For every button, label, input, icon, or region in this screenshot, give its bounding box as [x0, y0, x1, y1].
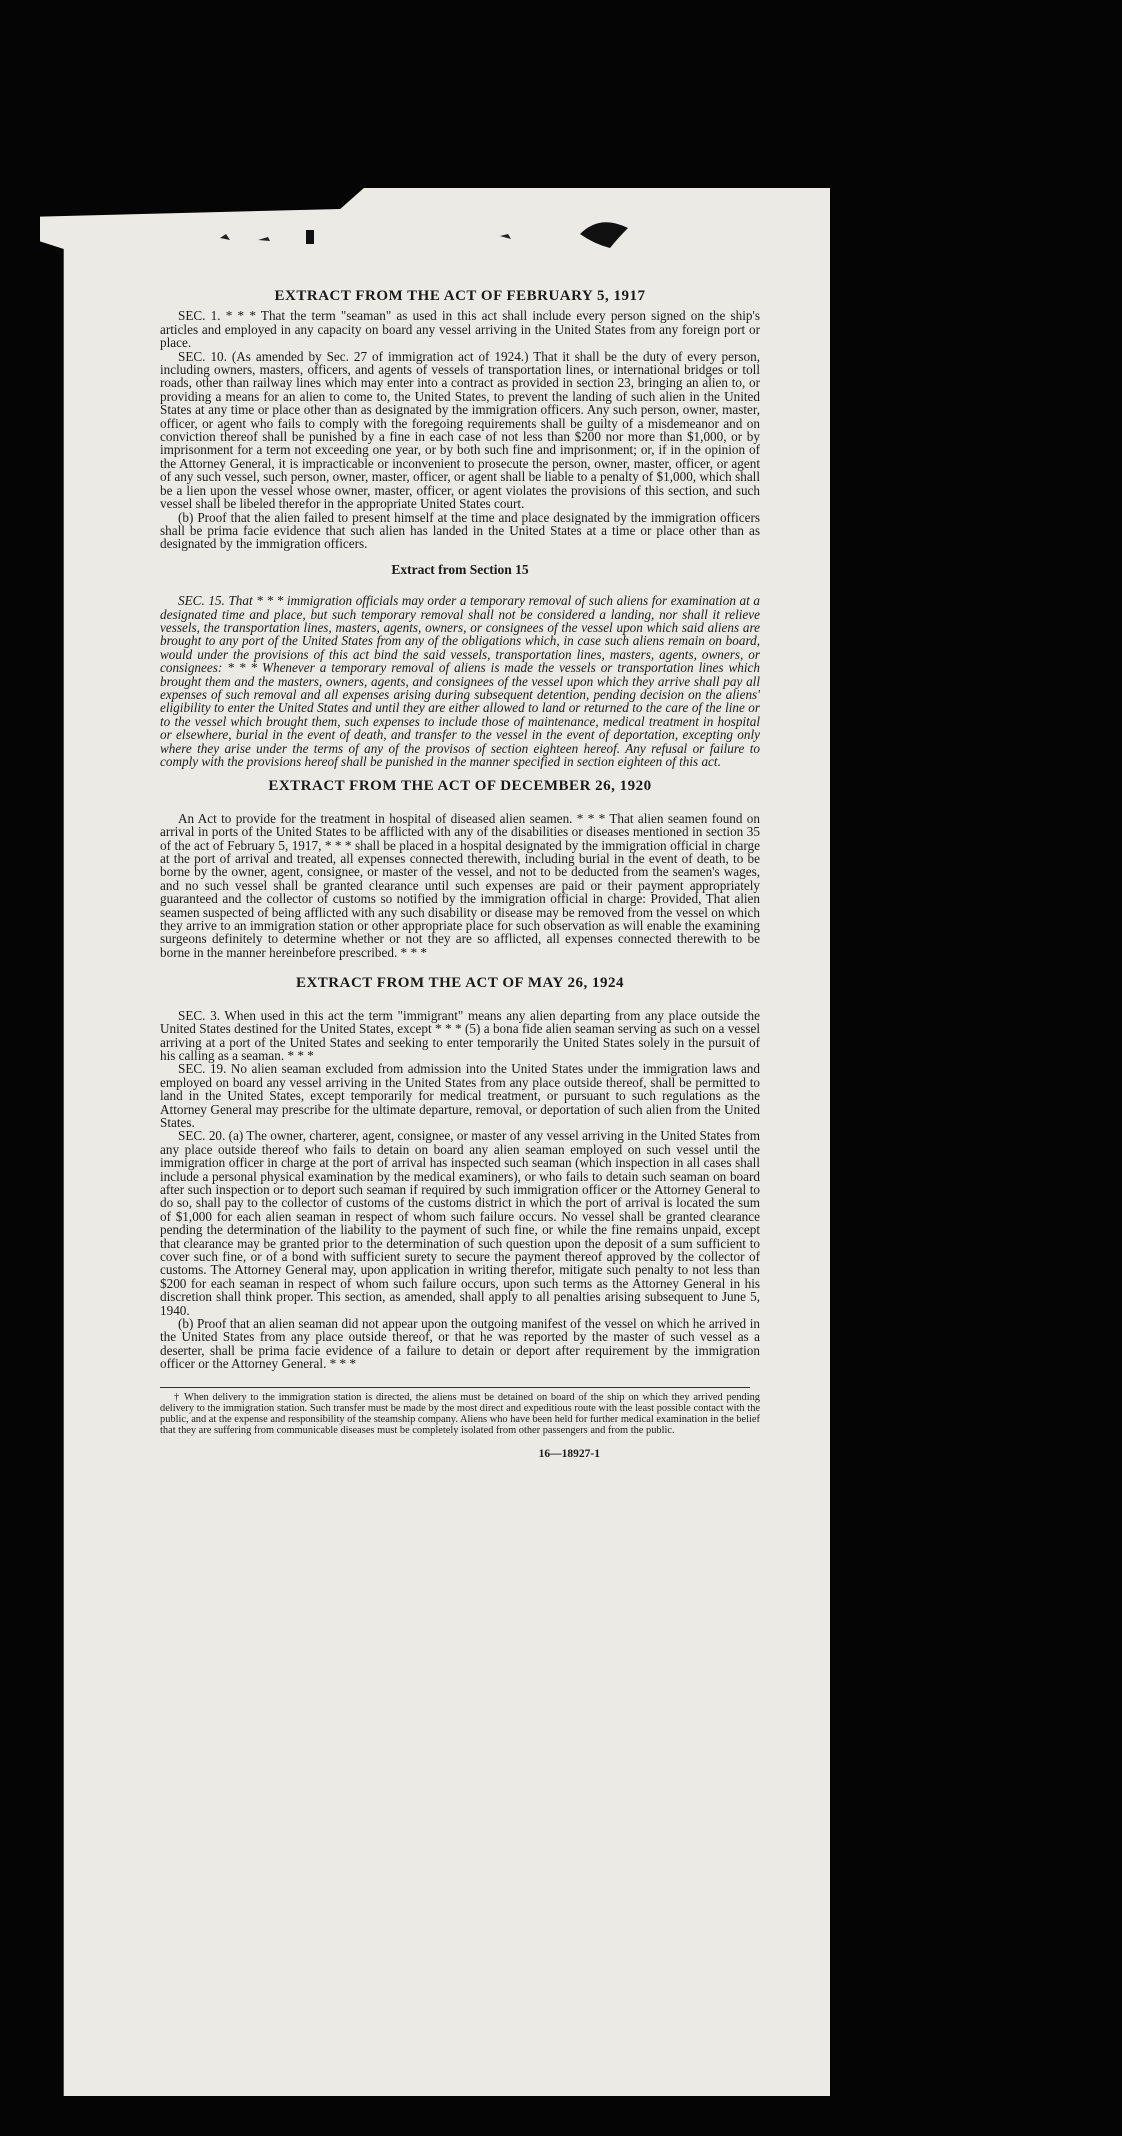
act-1920-paragraph: An Act to provide for the treatment in hospital of diseased alien seamen. * * * That alien seamen found on arrival in ports of the United States to be afflicted with any of the disabilities or diseases mentioned in section 35 of the act of February 5, 1917, * * * shall be placed in a hospital designated by the immigration official in charge at the port of arrival and treated, all expenses connected therewith, including burial in the event of death, to be borne by the owner, agent, consignee, or master of the vessel, and not to be deducted from the seamen's wages, and no such vessel shall be granted clearance until such expenses are paid or their payment appropriately guaranteed and the collector of customs so notified by the immigration official in charge: Provided, That alien seamen suspected of being afflicted with any such disability or disease may be removed from the vessel on which they arrive to an immigration station or other appropriate place for such observation as will enable the examining surgeons definitely to determine whether or not they are so afflicted, all expenses connected therewith to be borne in the manner hereinbefore prescribed. * * * — [160, 810, 760, 960]
torn-top-edge-marks — [200, 218, 690, 248]
sec-3-paragraph: SEC. 3. When used in this act the term "immigrant" means any alien departing from any place outside the United States destined for the United States, except * * * (5) a bona fide alien seaman serving as such on a vessel arriving at a port of the United States and seeking to enter temporarily the United States solely in the pursuit of his calling as a seaman. * * * — [160, 1007, 760, 1063]
footnote-divider — [160, 1387, 750, 1388]
sec-15-paragraph: SEC. 15. That * * * immigration officials may order a temporary removal of such aliens for examination at a designated time and place, but such temporary removal shall not be considered a landing, nor shall it relieve vessels, the transportation lines, masters, agents, owners, or consignees of the vessel upon which said aliens are brought to any port of the United States from any of the obligations which, in case such aliens remain on board, would under the provisions of this act bind the said vessels, transportation lines, masters, agents, owners, or consignees: * * * Whenever a temporary removal of aliens is made the vessels or transportation lines which brought them and the masters, owners, agents, and consignees of the vessel upon which they arrive shall pay all expenses of such removal and all expenses arising during subsequent detention, pending decision on the aliens' eligibility to enter the United States and until they are either allowed to land or returned to the care of the line or to the vessel which brought them, such expenses to include those of maintenance, medical treatment in hospital or elsewhere, burial in the event of death, and transfer to the vessel in the event of deportation, excepting only where they arise under the terms of any of the provisos of section eighteen hereof. Any refusal or failure to comply with the provisions hereof shall be punished in the manner specified in section eighteen of this act. — [160, 593, 760, 769]
section-15-heading: Extract from Section 15 — [391, 561, 529, 577]
act-1924-heading: EXTRACT FROM THE ACT OF MAY 26, 1924 — [295, 975, 625, 992]
act-1917-heading: EXTRACT FROM THE ACT OF FEBRUARY 5, 1917 — [274, 288, 646, 304]
sec-19-paragraph: SEC. 19. No alien seaman excluded from admission into the United States under the immigration laws and employed on board any vessel arriving in the United States from any place outside thereof, shall be permitted to land in the United States, except temporarily for medical treatment, or pursuant to such regulations as the Attorney General may prescribe for the ultimate departure, removal, or deportation of such alien from the United States. — [160, 1061, 760, 1130]
document-text — [160, 290, 760, 1461]
sec-20a-paragraph: SEC. 20. (a) The owner, charterer, agent, consignee, or master of any vessel arriving in the United States from any place outside thereof who fails to detain on board any alien seaman employed on such vessel until the immigration officer in charge at the port of arrival has inspected such seaman (which inspection in all cases shall include a personal physical examination by the medical examiners), or who fails to detain such seaman on board after such inspection or to deport such seaman if required by such immigration officer or the Attorney General to do so, shall pay to the collector of customs of the customs district in which the port of arrival is located the sum of $1,000 for each alien seaman in respect of whom such failure occurs. No vessel shall be granted clearance pending the determination of the liability to the payment of such fine, or while the fine remains unpaid, except that clearance may be granted prior to the determination of such question upon the deposit of a sum sufficient to cover such fine, or of a bond with sufficient surety to secure the payment thereof approved by the collector of customs. The Attorney General may, upon application in writing therefor, mitigate such penalty to not less than $200 for each seaman in respect of whom such failure occurs, upon such terms as the Attorney General in his discretion shall think proper. This section, as amended, shall apply to all penalties arising subsequent to June 5, 1940. — [160, 1128, 760, 1318]
sec-20b-paragraph: (b) Proof that an alien seaman did not appear upon the outgoing manifest of the vessel on which he arrived in the United States from any place outside thereof, or that he was reported by the master of such vessel as a deserter, shall be prima facie evidence of a failure to detain or deport after requirement by the immigration officer or the Attorney General. * * * — [160, 1316, 760, 1372]
form-number: 16—18927-1 — [538, 1447, 600, 1460]
act-1920-heading: EXTRACT FROM THE ACT OF DECEMBER 26, 1920 — [268, 778, 652, 795]
sec-1-paragraph: SEC. 1. * * * That the term "seaman" as used in this act shall include every person signed on the ship's articles and employed in any capacity on board any vessel arriving in the United States from any foreign port or place. — [160, 308, 760, 351]
sec-10b-paragraph: (b) Proof that the alien failed to present himself at the time and place designated by the immigration officers shall be prima facie evidence that such alien has landed in the United States at a time or place other than as designated by the immigration officers. — [160, 509, 760, 552]
footnote: † When delivery to the immigration station is directed, the aliens must be detained on board of the ship on which they arrived pending delivery to the immigration station. Such transfer must be made by the most direct and expeditious route with the least possible contact with the public, and at the expense and responsibility of the steamship company. Aliens who have been held for further medical examination in the belief that they are suffering from communicable diseases must be completely isolated from other passengers and from the public. — [160, 1391, 760, 1436]
sec-10-paragraph: SEC. 10. (As amended by Sec. 27 of immigration act of 1924.) That it shall be the duty of every person, including owners, masters, officers, and agents of vessels of transportation lines, or international bridges or toll roads, other than railway lines which may enter into a contract as provided in section 23, bringing an alien to, or providing a means for an alien to come to, the United States, to prevent the landing of such alien in the United States at any time or place other than as designated by the immigration officers. Any such person, owner, master, officer, or agent who fails to comply with the foregoing requirements shall be guilty of a misdemeanor and on conviction thereof shall be punished by a fine in each case of not less than $200 nor more than $1,000, or by imprisonment for a term not exceeding one year, or by both such fine and imprisonment; or, if in the opinion of the Attorney General, it is impracticable or inconvenient to prosecute the person, owner, master, officer, or agent of any such vessel, such person, owner, master, officer, or agent shall be liable to a penalty of $1,000, which shall be a lien upon the vessel whose owner, master, officer, or agent violates the provisions of this section, and such vessel shall be libeled therefor in the appropriate United States court. — [160, 348, 760, 512]
